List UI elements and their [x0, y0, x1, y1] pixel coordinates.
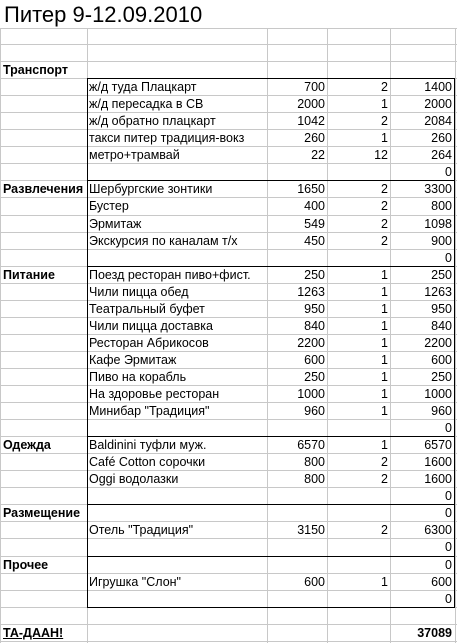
item-cell[interactable]: Café Cotton сорочки [89, 455, 206, 469]
sum-cell[interactable]: 250 [431, 268, 452, 282]
category-cell[interactable] [3, 318, 87, 335]
item-cell[interactable]: Экскурсия по каналам т/х [89, 234, 238, 248]
section-border [87, 556, 455, 608]
section-border [87, 266, 455, 437]
quantity-cell[interactable]: 2 [381, 455, 388, 469]
sum-cell[interactable] [392, 62, 452, 79]
grid-column-line [455, 28, 456, 643]
sum-cell[interactable]: 0 [445, 489, 452, 503]
category-cell[interactable] [3, 335, 87, 352]
price-cell[interactable] [267, 608, 325, 625]
quantity-cell[interactable]: 1 [381, 575, 388, 589]
price-cell[interactable] [267, 625, 325, 642]
sum-cell[interactable]: 1000 [424, 387, 452, 401]
sum-cell[interactable]: 1400 [424, 80, 452, 94]
quantity-cell[interactable]: 2 [381, 234, 388, 248]
section-border [87, 436, 455, 505]
category-cell[interactable] [3, 522, 87, 539]
sheet-title[interactable]: Питер 9-12.09.2010 [4, 2, 203, 27]
price-cell[interactable]: 450 [304, 234, 325, 248]
sum-cell[interactable]: 0 [445, 592, 452, 606]
category-cell[interactable]: Развлечения [3, 182, 84, 196]
item-cell[interactable]: Отель "Традиция" [89, 523, 194, 537]
item-cell[interactable]: Поезд ресторан пиво+фист. [89, 268, 251, 282]
category-cell[interactable]: Одежда [3, 438, 51, 452]
sum-cell[interactable]: 37089 [417, 626, 452, 640]
grid-column-line [0, 28, 1, 643]
section-border [87, 78, 455, 181]
item-cell[interactable]: Шербургские зонтики [89, 182, 213, 196]
grid-row-line [0, 28, 457, 29]
price-cell[interactable]: 1650 [297, 182, 325, 196]
price-cell[interactable] [267, 45, 325, 62]
category-cell[interactable] [3, 471, 87, 488]
price-cell[interactable]: 1000 [297, 387, 325, 401]
quantity-cell[interactable]: 2 [381, 472, 388, 486]
sum-cell[interactable]: 2084 [424, 114, 452, 128]
section-border [87, 180, 455, 267]
sum-cell[interactable]: 600 [431, 575, 452, 589]
category-cell[interactable]: Транспорт [3, 63, 69, 77]
quantity-cell[interactable]: 1 [381, 370, 388, 384]
sum-cell[interactable]: 260 [431, 131, 452, 145]
quantity-cell[interactable] [329, 45, 388, 62]
item-cell[interactable]: Baldinini туфли муж. [89, 438, 207, 452]
item-cell[interactable]: Минибар "Традиция" [89, 404, 210, 418]
item-cell[interactable]: метро+трамвай [89, 148, 180, 162]
sum-cell[interactable]: 250 [431, 370, 452, 384]
sum-cell[interactable]: 6570 [424, 438, 452, 452]
sum-cell[interactable]: 2000 [424, 97, 452, 111]
sum-cell[interactable]: 800 [431, 199, 452, 213]
category-cell[interactable]: Питание [3, 268, 55, 282]
category-cell[interactable] [3, 369, 87, 386]
price-cell[interactable]: 2000 [297, 97, 325, 111]
category-cell[interactable] [3, 403, 87, 420]
sum-cell[interactable]: 0 [445, 251, 452, 265]
quantity-cell[interactable]: 12 [374, 148, 388, 162]
sum-cell[interactable]: 1600 [424, 472, 452, 486]
category-cell[interactable]: Размещение [3, 506, 81, 520]
quantity-cell[interactable]: 1 [381, 285, 388, 299]
sum-cell[interactable]: 2200 [424, 336, 452, 350]
price-cell[interactable]: 960 [304, 404, 325, 418]
price-cell[interactable]: 260 [304, 131, 325, 145]
price-cell[interactable]: 22 [311, 148, 325, 162]
price-cell[interactable]: 700 [304, 80, 325, 94]
quantity-cell[interactable]: 1 [381, 131, 388, 145]
item-cell[interactable]: ж/д пересадка в СВ [89, 97, 204, 111]
sum-cell[interactable] [392, 45, 452, 62]
sum-cell[interactable]: 950 [431, 302, 452, 316]
item-cell[interactable]: такси питер традиция-вокз [89, 131, 245, 145]
price-cell[interactable]: 600 [304, 353, 325, 367]
price-cell[interactable]: 2200 [297, 336, 325, 350]
price-cell[interactable]: 800 [304, 472, 325, 486]
sum-cell[interactable]: 1600 [424, 455, 452, 469]
price-cell[interactable]: 840 [304, 319, 325, 333]
category-cell[interactable] [3, 96, 87, 113]
section-border [87, 504, 455, 557]
quantity-cell[interactable]: 2 [381, 182, 388, 196]
category-cell[interactable] [3, 216, 87, 233]
item-cell[interactable]: ж/д туда Плацкарт [89, 80, 197, 94]
quantity-cell[interactable]: 1 [381, 336, 388, 350]
price-cell[interactable]: 950 [304, 302, 325, 316]
category-cell[interactable] [3, 79, 87, 96]
sum-cell[interactable]: 0 [445, 558, 452, 572]
category-cell[interactable] [3, 386, 87, 403]
sum-cell[interactable]: 0 [445, 165, 452, 179]
category-cell[interactable] [3, 574, 87, 591]
item-cell[interactable]: Чили пицца доставка [89, 319, 213, 333]
item-cell[interactable]: Эрмитаж [89, 217, 142, 231]
item-cell[interactable]: Бустер [89, 199, 129, 213]
price-cell[interactable]: 1042 [297, 114, 325, 128]
sum-cell[interactable]: 600 [431, 353, 452, 367]
price-cell[interactable] [267, 62, 325, 79]
sum-cell[interactable]: 1263 [424, 285, 452, 299]
category-cell[interactable] [3, 301, 87, 318]
quantity-cell[interactable]: 1 [381, 353, 388, 367]
sum-cell[interactable]: 840 [431, 319, 452, 333]
quantity-cell[interactable]: 1 [381, 404, 388, 418]
quantity-cell[interactable] [329, 625, 388, 642]
item-cell[interactable]: ж/д обратно плацкарт [89, 114, 216, 128]
price-cell[interactable]: 1263 [297, 285, 325, 299]
price-cell[interactable]: 250 [304, 370, 325, 384]
category-cell[interactable] [3, 147, 87, 164]
item-cell[interactable] [89, 625, 267, 642]
price-cell[interactable]: 600 [304, 575, 325, 589]
item-cell[interactable] [89, 608, 267, 625]
price-cell[interactable]: 6570 [297, 438, 325, 452]
sum-cell[interactable]: 3300 [424, 182, 452, 196]
item-cell[interactable] [89, 45, 267, 62]
quantity-cell[interactable]: 2 [381, 217, 388, 231]
category-cell[interactable] [3, 454, 87, 471]
sum-cell[interactable]: 0 [445, 506, 452, 520]
item-cell[interactable]: На здоровье ресторан [89, 387, 220, 401]
sum-cell[interactable]: 0 [445, 540, 452, 554]
item-cell[interactable] [89, 62, 267, 79]
item-cell[interactable]: Кафе Эрмитаж [89, 353, 177, 367]
quantity-cell[interactable]: 2 [381, 114, 388, 128]
sum-cell[interactable]: 960 [431, 404, 452, 418]
quantity-cell[interactable]: 2 [381, 80, 388, 94]
item-cell[interactable]: Чили пицца обед [89, 285, 189, 299]
item-cell[interactable]: Пиво на корабль [89, 370, 187, 384]
quantity-cell[interactable] [329, 62, 388, 79]
quantity-cell[interactable]: 1 [381, 319, 388, 333]
quantity-cell[interactable]: 2 [381, 199, 388, 213]
sum-cell[interactable]: 1098 [424, 217, 452, 231]
category-cell[interactable] [3, 284, 87, 301]
category-cell[interactable] [3, 352, 87, 369]
sum-cell[interactable]: 264 [431, 148, 452, 162]
price-cell[interactable]: 3150 [297, 523, 325, 537]
quantity-cell[interactable]: 2 [381, 523, 388, 537]
sum-cell[interactable]: 0 [445, 421, 452, 435]
sum-cell[interactable]: 900 [431, 234, 452, 248]
price-cell[interactable]: 250 [304, 268, 325, 282]
price-cell[interactable]: 400 [304, 199, 325, 213]
item-cell[interactable]: Игрушка "Слон" [89, 575, 181, 589]
item-cell[interactable]: Театральный буфет [89, 302, 205, 316]
quantity-cell[interactable]: 1 [381, 302, 388, 316]
quantity-cell[interactable] [329, 608, 388, 625]
category-cell[interactable]: Прочее [3, 558, 49, 572]
category-cell[interactable]: ТА-ДААН! [3, 626, 64, 640]
item-cell[interactable]: Oggi водолазки [89, 472, 179, 486]
price-cell[interactable]: 549 [304, 217, 325, 231]
price-cell[interactable]: 800 [304, 455, 325, 469]
quantity-cell[interactable]: 1 [381, 438, 388, 452]
quantity-cell[interactable]: 1 [381, 387, 388, 401]
category-cell[interactable] [3, 198, 87, 215]
category-cell[interactable] [3, 113, 87, 130]
item-cell[interactable]: Ресторан Абрикосов [89, 336, 209, 350]
sum-cell[interactable] [392, 608, 452, 625]
category-cell[interactable] [3, 130, 87, 147]
quantity-cell[interactable]: 1 [381, 97, 388, 111]
sum-cell[interactable]: 6300 [424, 523, 452, 537]
quantity-cell[interactable]: 1 [381, 268, 388, 282]
category-cell[interactable] [3, 233, 87, 250]
